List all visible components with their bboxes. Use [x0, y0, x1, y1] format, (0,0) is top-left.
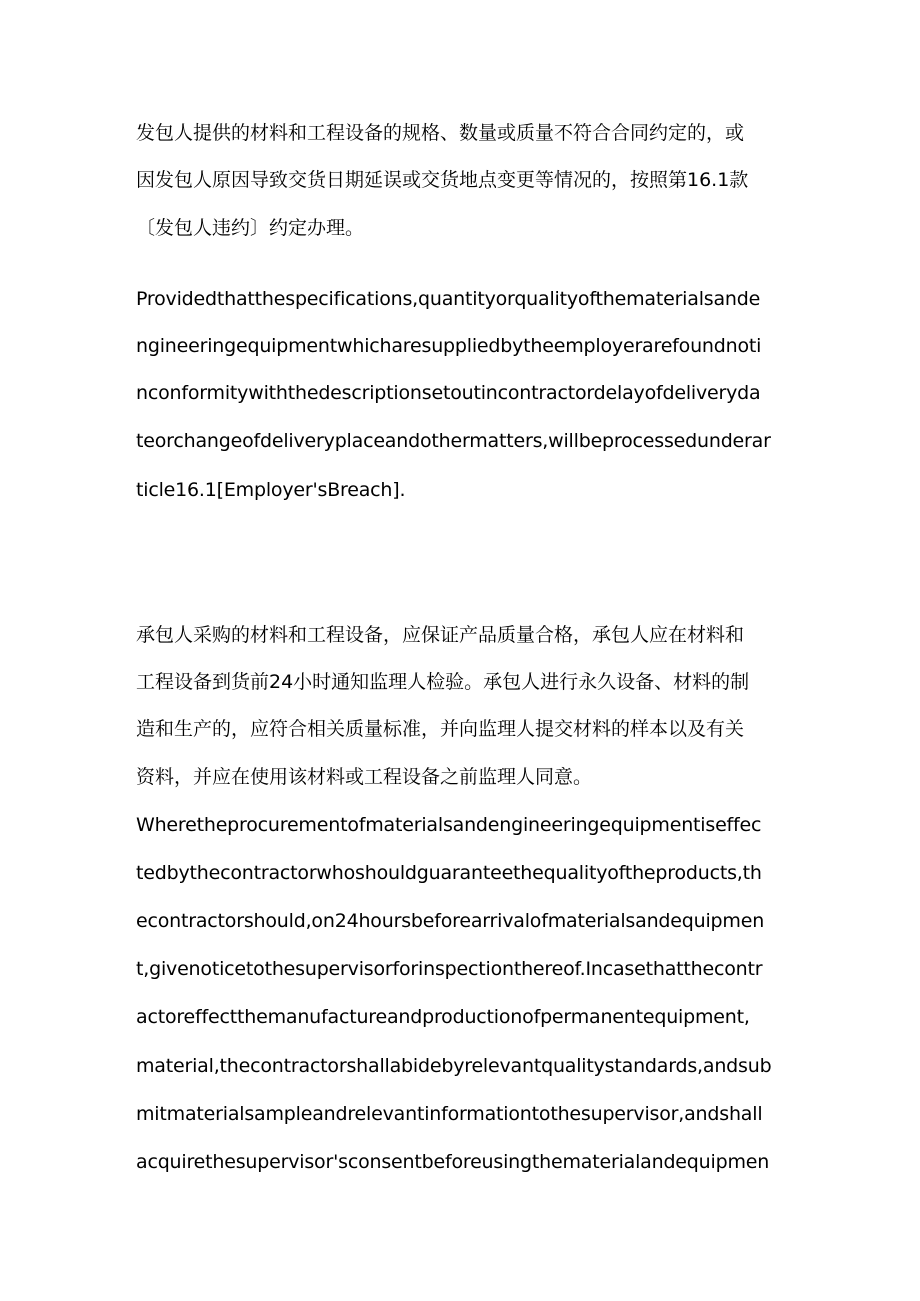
block1-en-line: nconformitywiththedescriptionsetoutincontractordelayofdeliveryda: [136, 382, 761, 404]
block2-en-line: mitmaterialsampleandrelevantinformationtothesupervisor,andshall: [136, 1103, 763, 1125]
block2-en-line: econtractorshould,on24hoursbeforearrivalofmaterialsandequipmen: [136, 910, 765, 932]
block2-en-line: t,givenoticetothesupervisorforinspectionthereof.Incasethatthecontr: [136, 958, 763, 980]
block1-en-line: Providedthatthespecifications,quantityorqualityofthematerialsande: [136, 288, 761, 310]
block1-en-line: teorchangeofdeliveryplaceandothermatters,willbeprocessedunderar: [136, 430, 771, 452]
block2-zh-line: 资料，并应在使用该材料或工程设备之前监理人同意。: [136, 766, 593, 788]
block2-en-line: tedbythecontractorwhoshouldguaranteethequalityoftheproducts,th: [136, 862, 762, 884]
block2-en-line: material,thecontractorshallabidebyrelevantqualitystandards,andsub: [136, 1055, 772, 1077]
block1-zh-line: 因发包人原因导致交货日期延误或交货地点变更等情况的，按照第16.1款: [136, 169, 749, 191]
block1-en-line: ngineeringequipmentwhicharesuppliedbytheemployerarefoundnoti: [136, 335, 762, 357]
block1-en-line: ticle16.1[Employer'sBreach].: [136, 479, 406, 501]
block1-zh-line: 〔发包人违约〕约定办理。: [136, 217, 365, 239]
block2-zh-line: 造和生产的，应符合相关质量标准，并向监理人提交材料的样本以及有关: [136, 718, 745, 740]
block1-zh-line: 发包人提供的材料和工程设备的规格、数量或质量不符合合同约定的，或: [136, 122, 745, 144]
block2-zh-line: 承包人采购的材料和工程设备，应保证产品质量合格，承包人应在材料和: [136, 624, 745, 646]
block2-en-line: acquirethesupervisor'sconsentbeforeusingthematerialandequipmen: [136, 1151, 770, 1173]
block2-zh-line: 工程设备到货前24小时通知监理人检验。承包人进行永久设备、材料的制: [136, 671, 750, 693]
block2-en-line: Wheretheprocurementofmaterialsandengineeringequipmentiseffec: [136, 814, 762, 836]
block2-en-line: actoreffectthemanufactureandproductionofpermanentequipment,: [136, 1006, 750, 1028]
